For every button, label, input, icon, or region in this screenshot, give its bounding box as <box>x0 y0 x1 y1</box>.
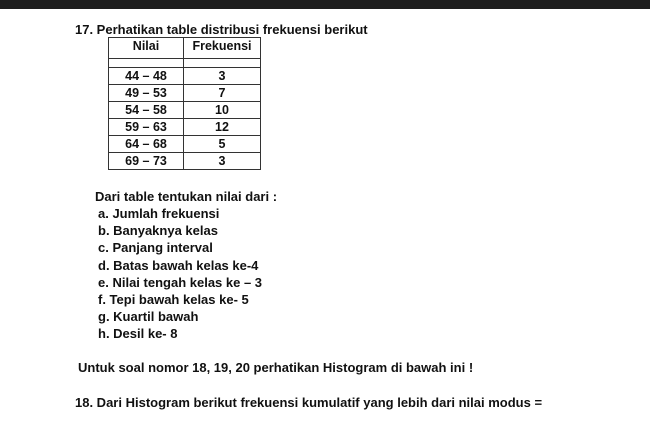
top-bar <box>0 0 650 9</box>
cell-frekuensi: 12 <box>184 119 261 136</box>
list-item: h. Desil ke- 8 <box>98 326 178 342</box>
list-item: a. Jumlah frekuensi <box>98 206 220 221</box>
table-row <box>109 102 261 119</box>
sub-question-list <box>98 206 262 344</box>
list-item: e. Nilai tengah kelas ke – 3 <box>98 274 263 290</box>
table-row <box>109 136 261 153</box>
cell-frekuensi: 10 <box>184 102 261 119</box>
cell-nilai: 69 – 73 <box>109 153 184 170</box>
cell-nilai: 59 – 63 <box>109 119 184 136</box>
list-item: d. Batas bawah kelas ke-4 <box>98 257 259 273</box>
cell-nilai: 64 – 68 <box>109 136 184 153</box>
table-row <box>109 68 261 85</box>
list-item: b. Banyaknya kelas <box>98 223 218 239</box>
list-item: c. Panjang interval <box>98 240 213 256</box>
list-item: f. Tepi bawah kelas ke- 5 <box>98 291 249 307</box>
cell-nilai: 54 – 58 <box>109 102 184 119</box>
table-row <box>109 119 261 136</box>
cell-nilai: 49 – 53 <box>109 85 184 102</box>
frequency-table <box>108 37 261 170</box>
cell-frekuensi: 3 <box>184 68 261 85</box>
question-18-text: 18. Dari Histogram berikut frekuensi kumulatif yang lebih dari nilai modus = <box>75 395 543 410</box>
table-row <box>109 85 261 102</box>
instruction-text: Dari table tentukan nilai dari : <box>95 189 278 204</box>
table-header-row <box>109 38 261 59</box>
histogram-note: Untuk soal nomor 18, 19, 20 perhatikan Histogram di bawah ini ! <box>78 360 474 375</box>
header-nilai: Nilai <box>109 38 184 59</box>
cell-nilai: 44 – 48 <box>109 68 184 85</box>
header-frekuensi: Frekuensi <box>184 38 261 59</box>
table-row <box>109 153 261 170</box>
cell-frekuensi: 5 <box>184 136 261 153</box>
list-item: g. Kuartil bawah <box>98 309 199 325</box>
cell-frekuensi: 7 <box>184 85 261 102</box>
table-spacer-row <box>109 59 261 68</box>
cell-frekuensi: 3 <box>184 153 261 170</box>
question-17-title: 17. Perhatikan table distribusi frekuensi berikut <box>75 22 368 37</box>
